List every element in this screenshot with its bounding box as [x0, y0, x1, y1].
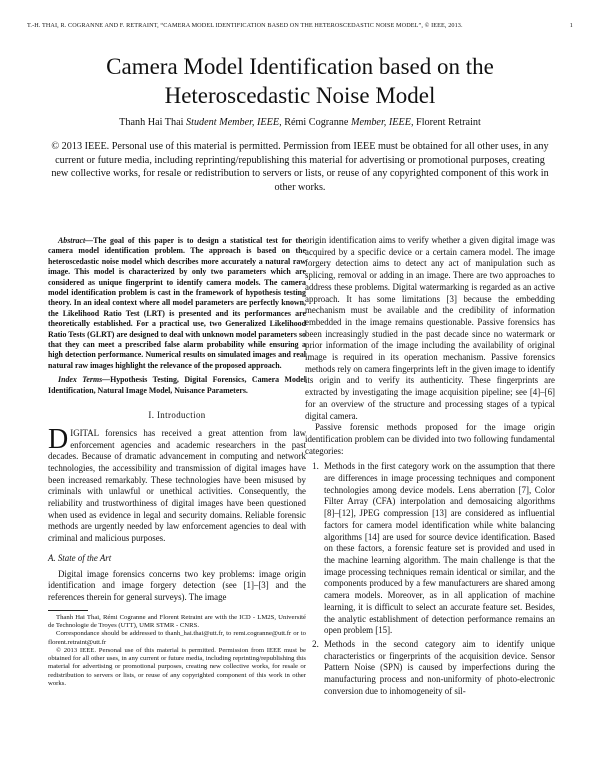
- state-of-art-paragraph: Digital image forensics concerns two key problems: image origin identification and image forgery detection (see [1]–[3] and the references therein for general surveys). The image: [48, 568, 306, 602]
- section-heading-introduction: I. Introduction: [148, 410, 206, 421]
- list-item-2: 2. Methods in the second category aim to identify unique characteristics or fingerprints of the acquisition device. Sensor Pattern Noise (SPN) is caused by imperfections during the manufacturing process and non-uniformity of photo-electronic conversion due to inhomogeneity of sil-: [321, 639, 555, 698]
- footnote-copyright: © 2013 IEEE. Personal use of this material is permitted. Permission from IEEE must be obtained for all other uses, in any current or future media, including reprinting/republishing this material for advertising or promotional purposes, creating new collective works, for resale or redistribution to servers or lists, or reuse of any copyrighted component of this work in other works.: [48, 646, 306, 688]
- author-1-name: Thanh Hai Thai: [119, 117, 184, 128]
- right-paragraph-1: origin identification aims to verify whether a given digital image was acquired by a specific device or a certain camera model. The image forgery detection aims to detect any act of manipulation such as splicing, removal or adding in an image. There are two approaches to address these problems. Digital watermarking is regarded as an active approach. It has some limitations [3] because the embedding mechanism must be available and the credibility of information embedded in the image remains questionable. Passive forensics has been increasingly studied in the past decade since no watermark or prior information of the image including the availability of original image is required in its operation mechanism. Passive forensics methods rely on camera fingerprints left in the given image to identify its origin and to verify its authenticity. These fingerprints are extracted by investigating the image acquisition pipeline; see [4]–[6] for an overview of the structure and processing stages of a typical digital camera.: [305, 235, 555, 421]
- footnote-rule: [48, 610, 88, 611]
- left-column: [48, 236, 306, 688]
- intro-paragraph: [48, 423, 306, 545]
- dropcap: D: [48, 423, 69, 455]
- author-2-role: Member, IEEE,: [350, 117, 414, 128]
- copyright-notice: © 2013 IEEE. Personal use of this material is permitted. Permission from IEEE must be obtained for all other uses, in any current or future media, including reprinting/republishing this material for advertising or promotional purposes, creating new collective works, for resale or redistribution to servers or lists, or reuse of any copyrighted component of this work in other works.: [51, 141, 549, 193]
- right-column: [305, 235, 555, 699]
- author-1-role: Student Member, IEEE,: [186, 117, 282, 128]
- abstract: [48, 236, 306, 371]
- list-item-1: 1. Methods in the first category work on the assumption that there are differences in image processing techniques and component technologies among device models. Lens aberration [7], Color Filter Array (CFA) interpolation and demosaicing algorithms [8]–[12], JPEG compression [13] are considered as influential factors for camera model identification while white balancing algorithms [14] are used for source device identification. Based on these factors, a forensic feature set is provided and used in the machine learning algorithm. The main challenge is that the image processing techniques remain identical or similar, and the components produced by a few manufacturers are shared among camera models. Moreover, as in all application of machine learning, it is difficult to select an accurate feature set. Besides, the analytic establishment of detection performance remains an open problem [15].: [321, 461, 555, 637]
- footnote-affiliation: Thanh Hai Thai, Rémi Cogranne and Florent Retraint are with the ICD - LM2S, Université de Technologie de Troyes (UTT), UMR STMR - CNRS.: [48, 613, 306, 629]
- intro-paragraph-text: IGITAL forensics has received a great attention from law enforcement agencies and academic researchers in the past decades. Because of dramatic advancement in computing and network technologies, the accessibility and transmission of digital images have been increased remarkably. These technologies have been misused by criminals with unlawful or unethical activities. Consequently, the reliability and trustworthiness of digital images have been questioned when used as evidence in legal and security domains. Reliable forensic methods are urgently needed by law enforcement agencies to deal with criminal and malicious purposes.: [48, 427, 306, 544]
- index-terms: [48, 375, 306, 396]
- page-number: 1: [569, 22, 573, 29]
- running-head: [27, 22, 573, 29]
- running-head-text: T.-H. THAI, R. COGRANNE AND F. RETRAINT, “CAMERA MODEL IDENTIFICATION BASED ON THE HETEROSCEDASTIC NOISE MODEL”, © IEEE, 2013.: [27, 22, 463, 29]
- subsection-heading-state-of-art: A. State of the Art: [48, 552, 112, 563]
- paper-title: Camera Model Identification based on the Heteroscedastic Noise Model: [106, 54, 494, 108]
- abstract-text: The goal of this paper is to design a statistical test for the camera model identification problem. The approach is based on the heteroscedastic noise model which describes more accurately a natural raw image. This model is characterized by only two parameters which are considered as unique fingerprint to identify camera models. The camera model identification problem is cast in the framework of hypothesis testing theory. In an ideal context where all model parameters are perfectly known, the Likelihood Ratio Test (LRT) is presented and its performances are theoretically established. For a practical use, two Generalized Likelihood Ratio Tests (GLRT) are designed to deal with unknown model parameters so that they can meet a prescribed false alarm probability while ensuring a high detection performance. Numerical results on simulated images and real natural raw images highlight the relevance of the proposed approach.: [48, 236, 306, 370]
- author-3-name: Florent Retraint: [416, 117, 481, 128]
- index-terms-label: Index Terms—: [58, 375, 111, 385]
- footnote-correspondence: Correspondance should be addressed to thanh_hai.thai@utt.fr, to remi.cogranne@utt.fr or to florent.retraint@utt.fr: [48, 630, 306, 646]
- right-paragraph-2: Passive forensic methods proposed for the image origin identification problem can be divided into two following fundamental categories:: [305, 422, 555, 456]
- author-2-name: Rémi Cogranne: [284, 117, 349, 128]
- abstract-label: Abstract—: [58, 236, 94, 245]
- categories-list: [305, 461, 555, 697]
- index-terms-text: Hypothesis Testing, Digital Forensics, Camera Model Identification, Natural Image Model, Nuisance Parameters.: [48, 375, 306, 395]
- author-line: [30, 117, 570, 128]
